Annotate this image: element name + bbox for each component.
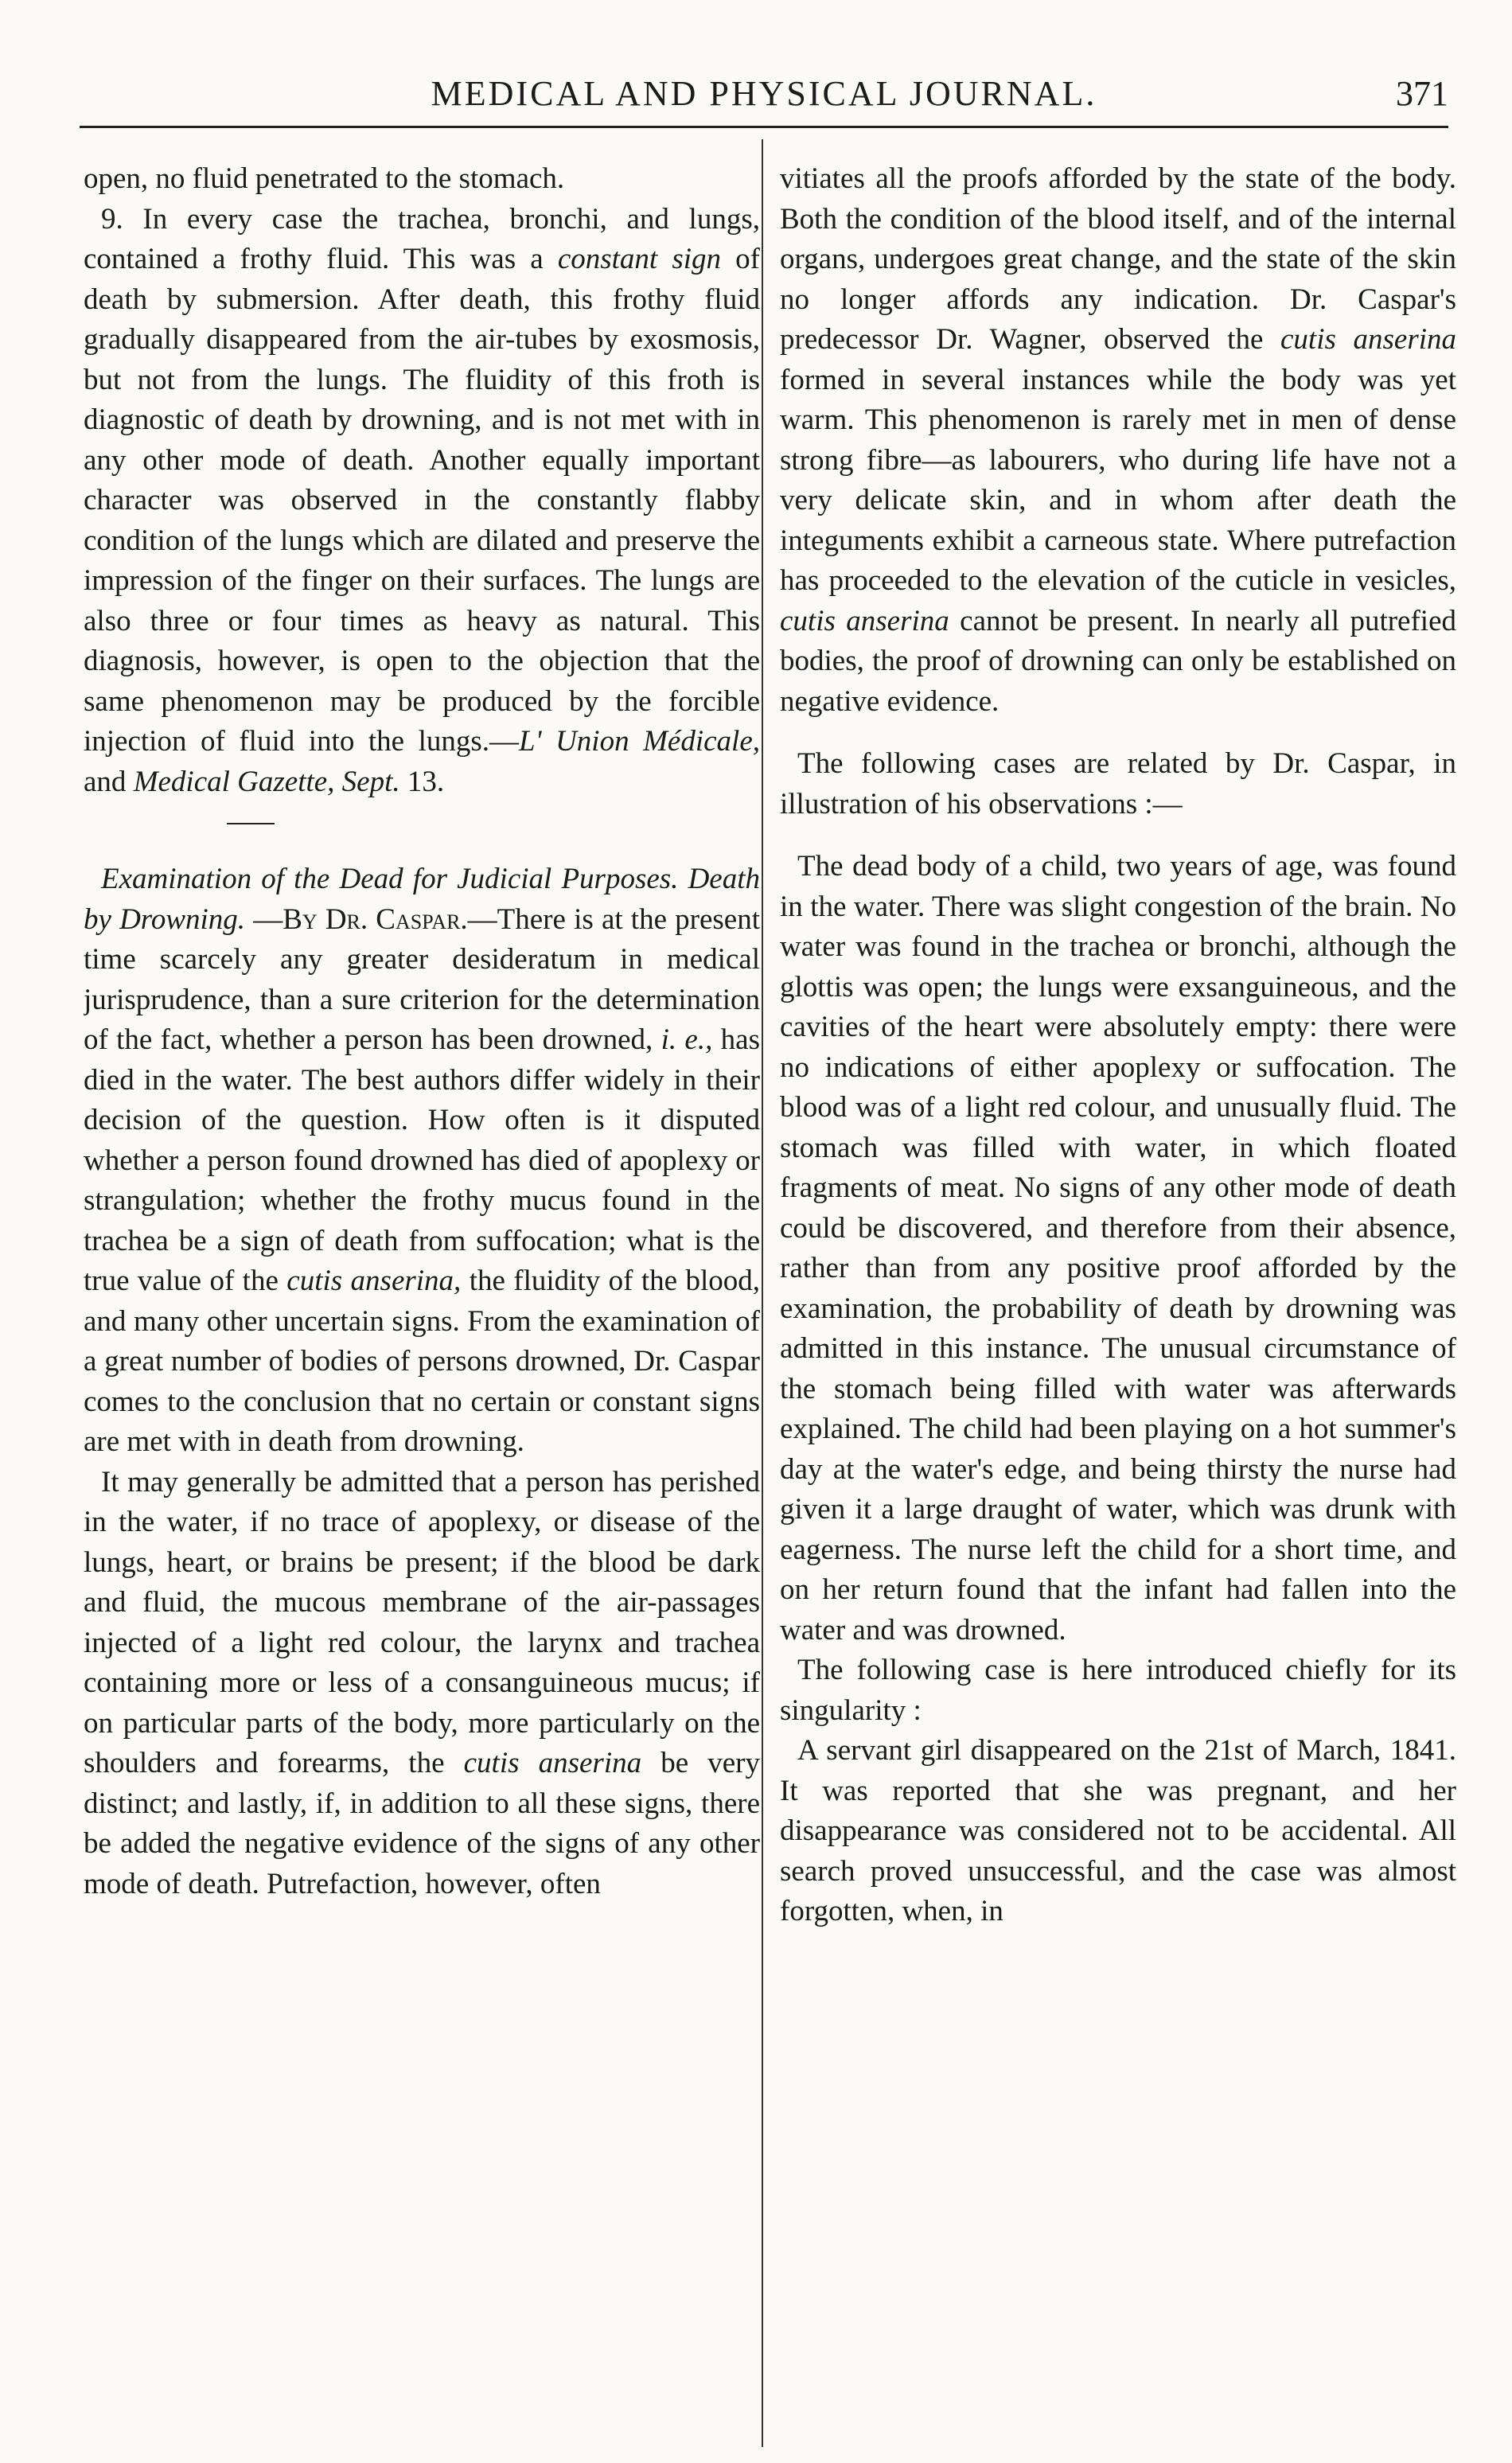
italic-run: cutis anserina [463, 1747, 642, 1779]
article-opening [84, 859, 760, 1463]
running-head: MEDICAL AND PHYSICAL JOURNAL. [431, 74, 1097, 113]
paragraph-continuation [780, 159, 1456, 722]
paragraph-case-servant: A servant girl disappeared on the 21st of March, 1841. It was reported that she was pregnant, and her disappearance was considered not to be accidental. All search proved unsuccessful, and the case was almost forgotten, when, in [780, 1734, 1456, 1927]
text-run: formed in several instances while the body was yet warm. This phenomenon is rarely met in men of dense strong fibre—as labourers, who during life have not a very delicate skin, and in whom after death the integuments exhibit a carneous state. Where putrefaction has proceeded to the elevation of the cuticle in vesicles, [780, 363, 1456, 597]
page-header [80, 62, 1448, 128]
italic-run: cutis anserina [1280, 323, 1456, 356]
left-column [84, 159, 760, 2435]
text-run: the fluidity of the blood, and many other uncertain signs. From the examination of a great number of bodies of persons drowned, Dr. Caspar comes to the conclusion that no certain or constant signs are met with in death from drowning. [84, 1265, 760, 1458]
paragraph [84, 1463, 760, 1905]
text-run: cannot be present. In nearly all putrefied bodies, the proof of drowning can only be established on negative evidence. [780, 604, 1456, 718]
italic-run: i. e., [661, 1023, 713, 1056]
paragraph-case-child: The dead body of a child, two years of age, was found in the water. There was slight congestion of the brain. No water was found in the trachea or bronchi, although the glottis was open; the lungs were exsanguineous, and the cavities of the heart were absolutely empty: there were no indications of either apoplexy or suffocation. The blood was of a light red colour, and unusually fluid. The stomach was filled with water, in which floated fragments of meat. No signs of any other mode of death could be discovered, and therefore from their absence, rather than from any positive proof afforded by the examination, the probability of death by drowning was admitted in this instance. The unusual circumstance of the stomach being filled with water was afterwards explained. The child had been playing on a hot summer's day at the water's edge, and being thirsty the nurse had given it a large draught of water, which was drunk with eagerness. The nurse left the child for a short time, and on her return found that the infant had fallen into the water and was drowned. [780, 850, 1456, 1647]
italic-run: constant sign [557, 243, 722, 275]
italic-run: cutis anserina [780, 604, 949, 637]
text-run: 13. [399, 765, 445, 798]
paragraph-item-9 [84, 200, 760, 803]
column-divider [762, 139, 763, 2447]
paragraph-continuation: open, no fluid penetrated to the stomach. [84, 162, 565, 195]
text-run: It may generally be admitted that a person has perished in the water, if no trace of apoplexy, or disease of the lungs, heart, or brains be present; if the blood be dark and fluid, the mucous membrane of the air-passages injected of a light red colour, the larynx and trachea containing more or less of a consanguineous mucus; if on particular parts of the body, more particularly on the shoulders and forearms, the [84, 1465, 760, 1779]
right-column [780, 159, 1456, 2435]
article-title: Examination of the Dead for Judicial Purposes. Death by Drowning. [84, 863, 760, 936]
text-run: vitiates all the proofs afforded by the state of the body. Both the condition of the blood itself, and of the internal organs, undergoes great change, and the state of the skin no longer affords any indication. Dr. Caspar's predecessor Dr. Wagner, observed the [780, 162, 1456, 356]
section-separator [227, 823, 275, 824]
text-run: be very distinct; and lastly, if, in addition to all these signs, there be added the negative evidence of the signs of any other mode of death. Putrefaction, however, often [84, 1747, 760, 1900]
text-run: 9. In every case the trachea, bronchi, and lungs, contained a frothy fluid. This was a [84, 202, 760, 275]
text-run: has died in the water. The best authors differ widely in their decision of the question. How often is it disputed whether a person found drowned has died of apoplexy or strangulation; whether the frothy mucus found in the trachea be a sign of death from suffocation; what is the true value of the [84, 1023, 760, 1297]
citation-journal: L' Union Médicale, [519, 725, 760, 758]
text-run: —There is at the present time scarcely any greater desideratum in medical jurisprudence, than a sure criterion for the determination of the fact, whether a person has been drowned, [84, 902, 760, 1056]
citation-journal: Medical Gazette, Sept. [133, 765, 400, 798]
italic-run: cutis anserina, [286, 1265, 462, 1297]
text-run: and [84, 765, 134, 798]
page-number: 371 [1396, 74, 1448, 113]
text-run: of death by submersion. After death, this frothy fluid gradually disappeared from the air-tubes by exosmosis, but not from the lungs. The fluidity of this froth is diagnostic of death by drowning, and is not met with in any other mode of death. Another equally important character was observed in the constantly flabby condition of the lungs which are dilated and preserve the impression of the finger on their surfaces. The lungs are also three or four times as heavy as natural. This diagnosis, however, is open to the objection that the same phenomenon may be produced by the forcible injection of fluid into the lungs.— [84, 243, 760, 758]
byline: —By Dr. Caspar. [253, 902, 468, 936]
paragraph: The following case is here introduced chiefly for its singularity : [780, 1654, 1456, 1727]
paragraph: The following cases are related by Dr. Caspar, in illustration of his observations :— [780, 747, 1456, 820]
